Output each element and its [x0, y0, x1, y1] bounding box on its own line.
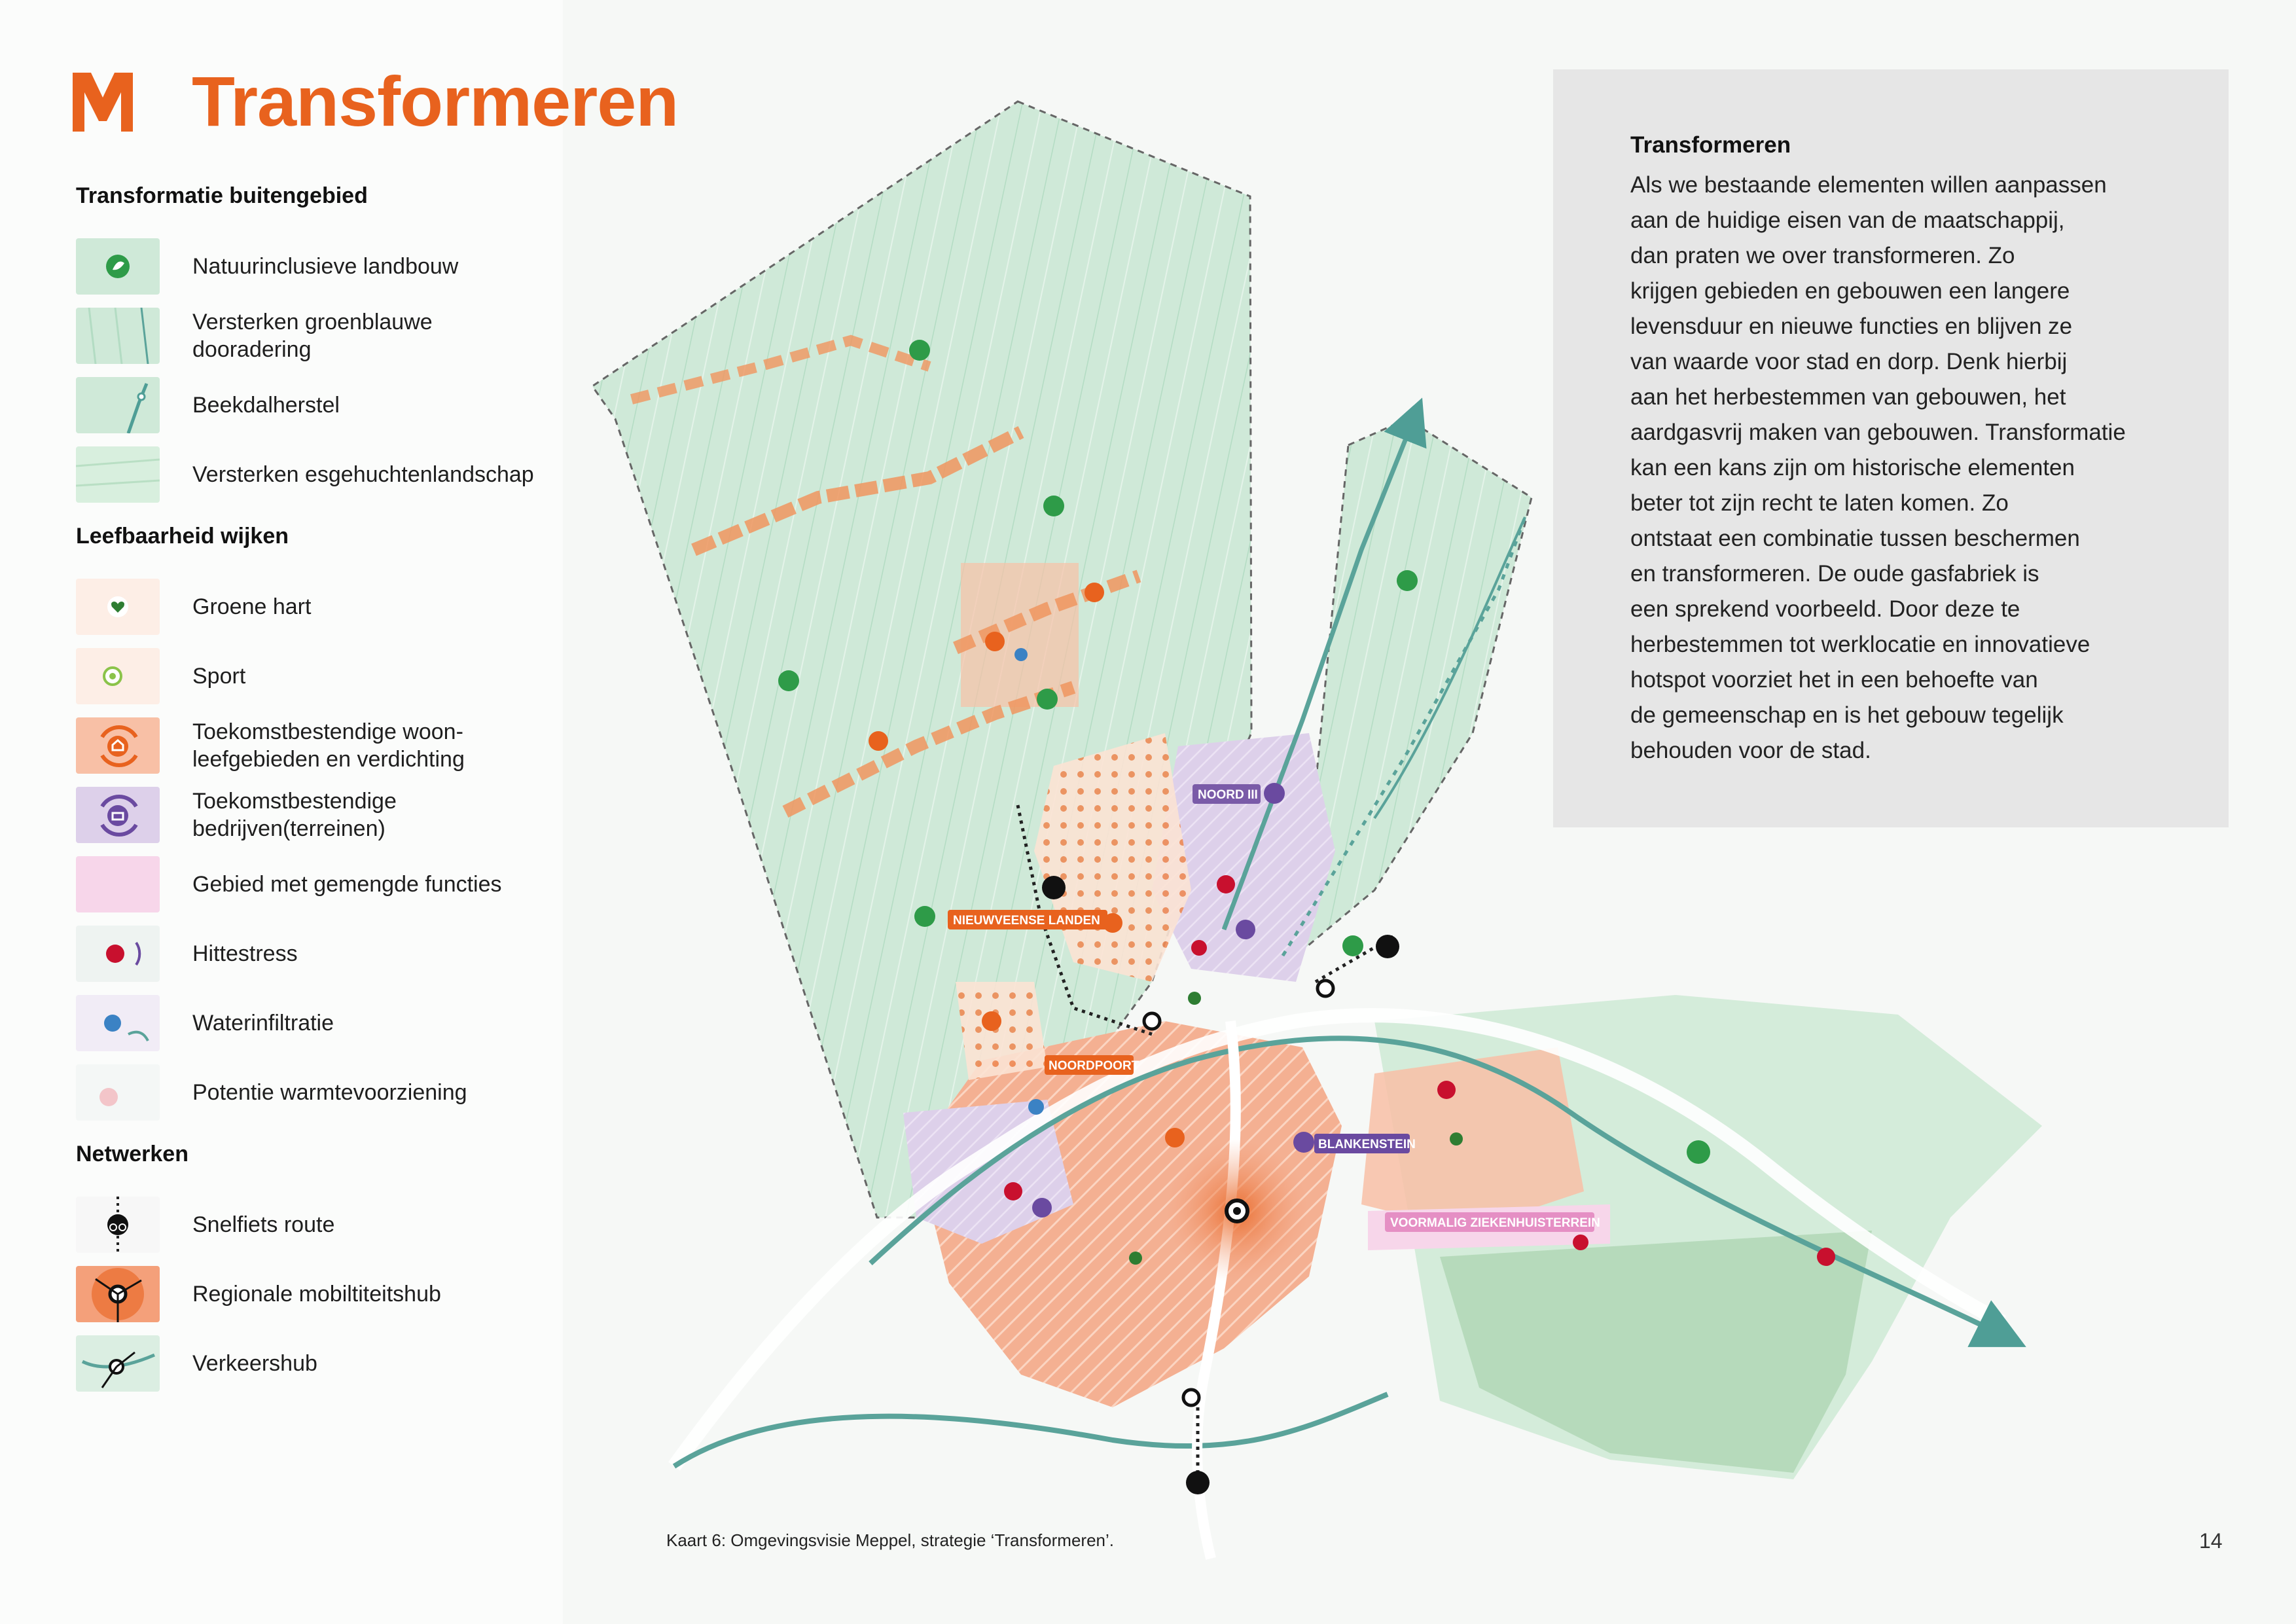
legend-item [76, 1058, 573, 1127]
heat-icon [76, 926, 160, 982]
legend-item [76, 1190, 573, 1259]
map-label-noordpoort: NOORDPOORT [1049, 1059, 1139, 1073]
legend-label: Toekomstbestendige bedrijven(terreinen) [192, 789, 397, 841]
map-caption: Kaart 6: Omgevingsvisie Meppel, strategie ‘Transformeren’. [666, 1530, 1114, 1550]
map-label-noord-iii: NOORD III [1198, 788, 1258, 802]
legend-item [76, 711, 573, 780]
legend-item [76, 1259, 573, 1329]
hamlet-landscape-icon [76, 446, 160, 503]
mixed-area-swatch [76, 856, 160, 912]
legend-item [76, 301, 573, 370]
legend-label: Regionale mobiltiteitshub [192, 1282, 441, 1307]
info-title: Transformeren [1630, 132, 1791, 158]
map-label-nieuwveense-landen: NIEUWVEENSE LANDEN [953, 914, 1100, 928]
page-number: 14 [2199, 1529, 2223, 1553]
legend-item [76, 440, 573, 509]
legend-label: Hittestress [192, 941, 298, 966]
legend-label: Gebied met gemengde functies [192, 872, 502, 897]
legend-label: Sport [192, 664, 246, 689]
green-blue-pattern [76, 308, 160, 364]
legend [76, 183, 573, 1398]
map-label-blankenstein: BLANKENSTEIN [1318, 1138, 1416, 1151]
legend-label: Versterken groenblauwe dooradering [192, 310, 433, 362]
legend-label: Natuurinclusieve landbouw [192, 254, 459, 279]
water-icon [76, 995, 160, 1051]
sport-icon [76, 648, 160, 704]
legend-item [76, 988, 573, 1058]
legend-label: Waterinfiltratie [192, 1011, 334, 1036]
legend-section-title: Transformatie buitengebied [76, 183, 368, 208]
bike-route-icon [76, 1197, 160, 1253]
factory-cycle-icon [76, 787, 160, 843]
legend-item [76, 919, 573, 988]
legend-label: Groene hart [192, 594, 312, 619]
house-cycle-icon [76, 717, 160, 774]
traffic-hub-icon [76, 1335, 160, 1392]
legend-label: Verkeershub [192, 1351, 317, 1376]
legend-label: Versterken esgehuchtenlandschap [192, 462, 534, 487]
legend-item [76, 780, 573, 850]
legend-section-title: Leefbaarheid wijken [76, 524, 289, 549]
legend-label: Toekomstbestendige woon- leefgebieden en verdichting [192, 719, 465, 772]
meppel-logo-icon [69, 67, 137, 135]
legend-label: Beekdalherstel [192, 393, 340, 418]
mobility-hub-icon [76, 1266, 160, 1322]
heat-supply-icon [76, 1064, 160, 1121]
legend-item [76, 370, 573, 440]
map-label-voormalig-ziekenhuisterrein: VOORMALIG ZIEKENHUISTERREIN [1390, 1216, 1600, 1230]
legend-item [76, 572, 573, 641]
legend-item [76, 850, 573, 919]
legend-item [76, 641, 573, 711]
title-block [69, 60, 678, 142]
legend-section-title: Netwerken [76, 1142, 188, 1166]
info-box [1553, 69, 2229, 827]
leaf-circle-icon [76, 238, 160, 295]
legend-item [76, 232, 573, 301]
heart-icon [76, 579, 160, 635]
info-body: Als we bestaande elementen willen aanpassen aan de huidige eisen van de maatschappij, dan praten we over transformeren. Zo krijgen gebieden en gebouwen een langere levensduur en nieuwe functies en blijven ze van waarde voor stad en dorp. Denk hierbij aan het herbestemmen van gebouwen, het aardgasvrij maken van gebouwen. Transformatie kan een kans zijn om historische elementen beter tot zijn recht te laten komen. Zo ontstaat een combinatie tussen beschermen en transformeren. De oude gasfabriek is een sprekend voorbeeld. Door deze te herbestemmen tot werklocatie en innovatieve hotspot voorziet het in een behoefte van de gemeenschap en is het gebouw tegelijk behouden voor de stad. [1630, 172, 2126, 763]
legend-item [76, 1329, 573, 1398]
stream-valley-icon [76, 377, 160, 433]
legend-label: Potentie warmtevoorziening [192, 1080, 467, 1105]
page-title: Transformeren [192, 62, 679, 141]
legend-label: Snelfiets route [192, 1212, 335, 1237]
